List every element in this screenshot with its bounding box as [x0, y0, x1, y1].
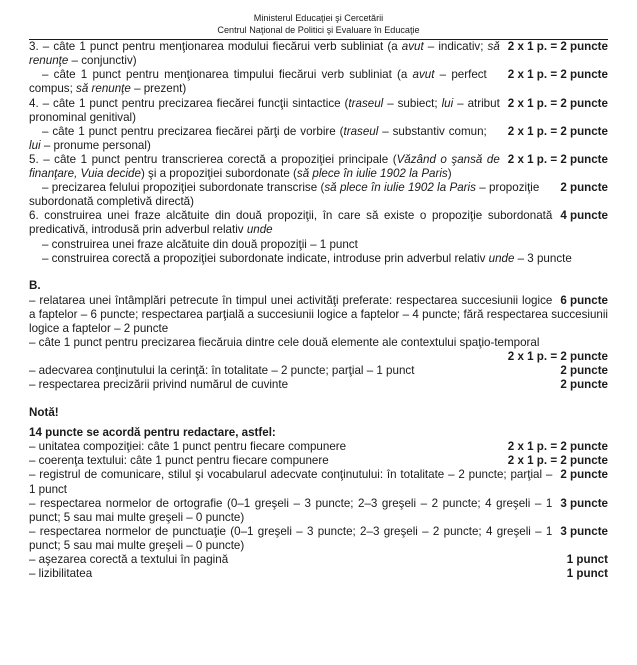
item-5-b	[29, 181, 608, 209]
section-b-row-3	[29, 364, 608, 378]
item-3-a-text-mid: – indicativ;	[423, 40, 488, 54]
section-b-row-1-points: 6 puncte	[560, 293, 608, 307]
item-4-a-points: 2 x 1 p. = 2 puncte	[507, 96, 608, 110]
item-6-c-text-post: – 3 puncte	[514, 251, 572, 265]
item-3-a-text-pre: 3. – câte 1 punct pentru menţionarea modului fiecărui verb subliniat (a	[29, 40, 402, 54]
note-row-text: – coerenţa textului: câte 1 punct pentru fiecare compunere	[29, 454, 329, 468]
note-row-text: – unitatea compoziţiei: câte 1 punct pentru fiecare compunere	[29, 440, 347, 454]
item-3-b-points: 2 x 1 p. = 2 puncte	[507, 68, 608, 82]
item-3-b-text-mid: – perfect compus;	[29, 68, 487, 96]
item-5-b-points: 2 puncte	[560, 181, 608, 195]
item-6-b-text: – construirea unei fraze alcătuite din două propoziţii – 1 punct	[42, 237, 358, 251]
spacer-before-note	[29, 392, 608, 406]
item-3-a	[29, 40, 608, 68]
item-3-b-italic-2: să renunţe	[76, 82, 131, 96]
item-4-b-text-mid: – substantiv comun;	[378, 124, 487, 138]
section-b-row-2-points-line	[29, 350, 608, 364]
note-row	[29, 525, 608, 553]
item-5-b-italic-1: să plece în iulie 1902 la Paris	[324, 181, 476, 195]
section-b-row-2-text: – câte 1 punct pentru precizarea fiecăruia dintre cele două elemente ale contextului spaţio-temporal	[29, 335, 540, 349]
note-row	[29, 567, 608, 581]
note-row-text: – respectarea normelor de punctuaţie (0–1 greşeli – 3 puncte; 2–3 greşeli – 2 puncte; 4 greşeli – 1 punct; 5 sau mai multe greşeli – 0 puncte)	[29, 524, 553, 552]
section-b-label: B.	[29, 279, 41, 293]
note-row-points: 1 punct	[566, 567, 608, 581]
section-b-row-4-points: 2 puncte	[560, 378, 608, 392]
note-row-text: – registrul de comunicare, stilul şi vocabularul adecvate conţinutului: în totalitate – 2 puncte; parţial – 1 punct	[29, 468, 553, 496]
item-4-b-points: 2 x 1 p. = 2 puncte	[507, 124, 608, 138]
note-row	[29, 440, 608, 454]
section-b-row-1-text: – relatarea unei întâmplări petrecute în timpul unei activităţi preferate: respectarea succesiunii logice a faptelor – 6 puncte; respectarea parţială a succesiunii logice a faptelor – 4 puncte; fără respectarea succesiunii logice a faptelor – 2 puncte	[29, 293, 608, 335]
item-4-a-text-pre: 4. – câte 1 punct pentru precizarea fiecărei funcţii sintactice (	[29, 96, 349, 110]
section-b-row-4-text: – respectarea precizării privind numărul de cuvinte	[29, 378, 289, 392]
document-body	[0, 40, 637, 581]
document-header	[0, 0, 637, 36]
item-5-a-italic-1: Văzând o şansă de finanţare, Vuia decide	[29, 152, 500, 181]
item-4-b-italic-1: traseul	[343, 124, 379, 138]
item-4-a-text-mid: – subiect;	[383, 96, 442, 110]
item-3-a-italic-1: avut	[401, 40, 424, 54]
item-3-a-text-post: – conjunctiv)	[68, 54, 137, 68]
note-row-points: 3 puncte	[560, 524, 608, 538]
section-b-row-1	[29, 294, 608, 336]
item-6-a-italic-1: unde	[246, 223, 273, 237]
note-row	[29, 497, 608, 525]
note-row-text: – aşezarea corectă a textului în pagină	[29, 552, 229, 566]
header-ministry-line: Ministerul Educaţiei şi Cercetării	[253, 13, 384, 23]
item-4-b-text-post: – pronume personal)	[40, 138, 151, 152]
item-6-c-italic-1: unde	[488, 251, 515, 265]
section-b-row-2-points: 2 x 1 p. = 2 puncte	[507, 349, 608, 363]
item-5-a-text-pre: 5. – câte 1 punct pentru transcrierea corectă a propoziţiei principale (	[29, 152, 397, 166]
item-5-b-text-post: – propoziţie subordonată completivă directă)	[29, 181, 540, 209]
item-3-a-italic-2: să renunţe	[29, 40, 500, 68]
section-b-row-2	[29, 336, 608, 350]
note-row	[29, 454, 608, 468]
note-row-text: – lizibilitatea	[29, 567, 93, 581]
note-title: Notă!	[29, 406, 59, 420]
item-3-b-text-pre: – câte 1 punct pentru menţionarea timpului fiecărui verb subliniat (a	[42, 68, 413, 82]
section-b-row-3-points: 2 puncte	[560, 364, 608, 378]
item-6-a	[29, 209, 608, 237]
section-b-row-3-text: – adecvarea conţinutului la cerinţă: în totalitate – 2 puncte; parţial – 1 punct	[29, 364, 415, 378]
item-4-b-italic-2: lui	[29, 138, 41, 152]
note-row-points: 1 punct	[566, 552, 608, 566]
item-4-b-text-pre: – câte 1 punct pentru precizarea fiecărei părţi de vorbire (	[42, 124, 344, 138]
spacer-before-section-b	[29, 266, 608, 280]
item-4-a	[29, 97, 608, 125]
item-3-a-points: 2 x 1 p. = 2 puncte	[507, 40, 608, 54]
item-5-a-text-post: )	[447, 167, 452, 181]
item-4-a-text-post: – atribut pronominal genitival)	[29, 96, 500, 124]
item-3-b	[29, 68, 608, 96]
item-4-a-italic-1: traseul	[348, 96, 384, 110]
note-row	[29, 553, 608, 567]
item-4-b	[29, 125, 608, 153]
item-6-a-text-pre: 6. construirea unei fraze alcătuite din două propoziţii, în care să existe o propoziţie subordonată predicativă, introdusă prin adverbul relativ	[29, 209, 553, 237]
item-4-a-italic-2: lui	[441, 96, 454, 110]
item-6-c	[29, 252, 608, 266]
note-row-points: 3 puncte	[560, 496, 608, 510]
note-row-points: 2 x 1 p. = 2 puncte	[507, 454, 608, 468]
note-row-points: 2 x 1 p. = 2 puncte	[507, 440, 608, 454]
item-5-a-text-mid: ) şi a propoziţiei subordonate (	[140, 167, 297, 181]
item-5-a-points: 2 x 1 p. = 2 puncte	[507, 152, 608, 166]
item-3-b-italic-1: avut	[412, 68, 435, 82]
note-row-text: – respectarea normelor de ortografie (0–1 greşeli – 3 puncte; 2–3 greşeli – 2 puncte; 4 greşeli – 1 punct; 5 sau mai multe greşeli – 0 puncte)	[29, 496, 553, 524]
section-b-row-4	[29, 378, 608, 392]
item-6-b	[29, 238, 608, 252]
header-center-line: Centrul Naţional de Politici şi Evaluare în Educaţie	[217, 24, 420, 35]
item-5-a	[29, 153, 608, 181]
item-5-b-text-pre: – precizarea felului propoziţiei subordonate transcrise (	[42, 181, 325, 195]
note-row-points: 2 puncte	[560, 468, 608, 482]
note-row	[29, 468, 608, 496]
item-6-a-points: 4 puncte	[560, 209, 608, 223]
item-3-b-text-post: – prezent)	[130, 82, 187, 96]
item-5-a-italic-2: să plece în iulie 1902 la Paris	[296, 167, 448, 181]
note-subtitle: 14 puncte se acordă pentru redactare, astfel:	[29, 426, 276, 440]
item-6-c-text-pre: – construirea corectă a propoziţiei subordonate indicate, introduse prin adverbul relativ	[42, 251, 489, 265]
